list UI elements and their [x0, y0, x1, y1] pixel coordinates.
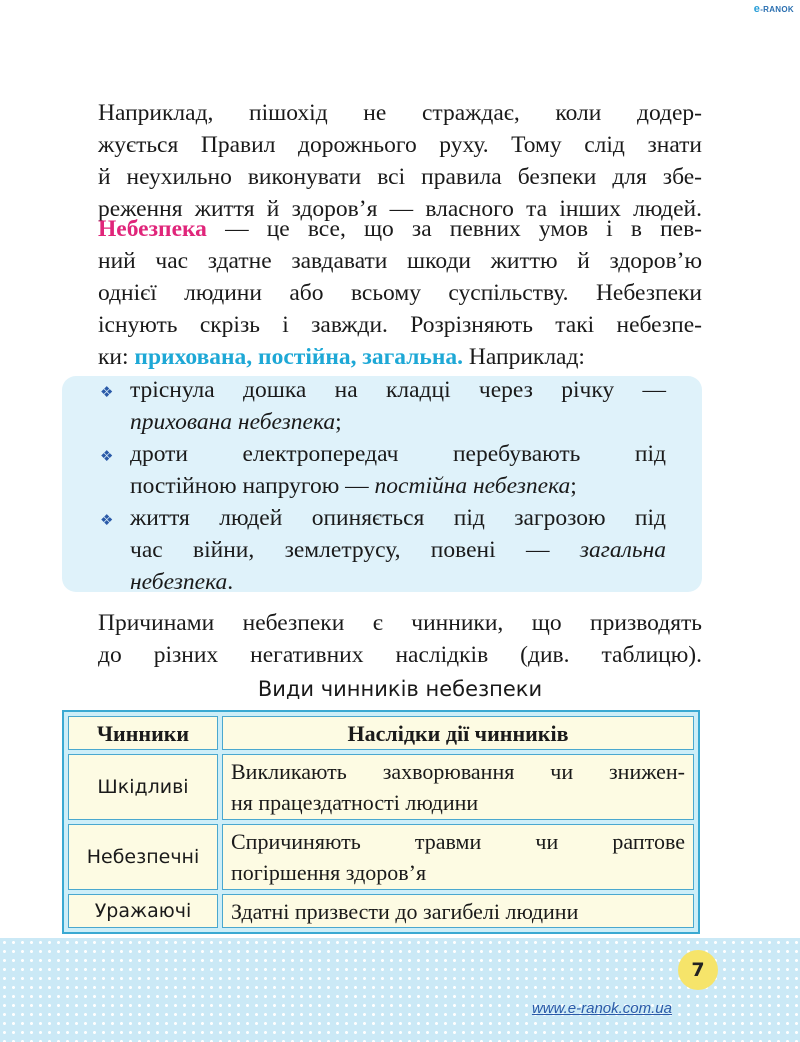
- text-line: Причинами небезпеки є чинники, що призводять: [98, 610, 702, 636]
- text-line: ний час здатне завдавати шкоди життю й здоров’ю: [98, 248, 702, 274]
- publisher-url-link[interactable]: www.e-ranok.com.ua: [531, 1000, 672, 1017]
- publisher-logo: e-RANOK: [753, 3, 794, 15]
- danger-types: прихована, постійна, загальна.: [134, 344, 464, 370]
- text-line: й неухильно виконувати всі правила безпеки для збе-: [98, 164, 702, 190]
- factor-cell: Небезпечні: [68, 824, 218, 890]
- text-line: реження життя й здоров’я — власного та інших людей.: [98, 196, 702, 222]
- effect-cell: Викликають захворювання чи знижен- ня працездатності людини: [222, 754, 694, 820]
- effect-cell: Здатні призвести до загибелі людини: [222, 894, 694, 928]
- factors-table: [62, 710, 700, 934]
- table-row: [68, 894, 694, 928]
- table-title: Види чинників небезпеки: [257, 677, 543, 701]
- diamond-bullet-icon: ❖: [100, 447, 114, 465]
- diamond-bullet-icon: ❖: [100, 511, 114, 529]
- factor-cell: Уражаючі: [68, 894, 218, 928]
- text-line: однієї людини або всьому суспільству. Небезпеки: [98, 280, 702, 306]
- text-line: Наприклад, пішохід не страждає, коли додер-: [98, 100, 702, 126]
- effect-cell: Спричиняють травми чи раптове погіршення здоров’я: [222, 824, 694, 890]
- text-line: жується Правил дорожнього руху. Тому слід знати: [98, 132, 702, 158]
- factor-cell: Шкідливі: [68, 754, 218, 820]
- diamond-bullet-icon: ❖: [100, 383, 114, 401]
- page-number: 7: [678, 950, 718, 990]
- table-row: [68, 754, 694, 820]
- text-line: існують скрізь і завжди. Розрізняють такі небезпе-: [98, 312, 702, 338]
- paragraph-causes: [98, 607, 702, 671]
- text-line: Небезпека — це все, що за певних умов і в пев-: [98, 216, 702, 242]
- example-item-hidden: ❖ тріснула дошка на кладці через річку — прихована небезпека;: [100, 377, 666, 435]
- paragraph-example-pedestrian: [98, 97, 702, 225]
- table-header-row: [68, 716, 694, 750]
- table-row: [68, 824, 694, 890]
- text-line: до різних негативних наслідків (див. таблицю).: [98, 642, 702, 668]
- example-item-permanent: ❖ дроти електропередач перебувають під постійною напругою — постійна небезпека;: [100, 441, 666, 499]
- header-factors: Чинники: [68, 716, 218, 750]
- paragraph-danger-definition: [98, 213, 702, 373]
- header-effects: Наслідки дії чинників: [222, 716, 694, 750]
- text-line: ки: прихована, постійна, загальна. Наприклад:: [98, 344, 585, 370]
- footer-dotted-band: [0, 938, 800, 1042]
- example-item-general: ❖ життя людей опиняється під загрозою під час війни, землетрусу, повені — загальна небезпека.: [100, 505, 666, 595]
- term-danger: Небезпека: [98, 216, 207, 242]
